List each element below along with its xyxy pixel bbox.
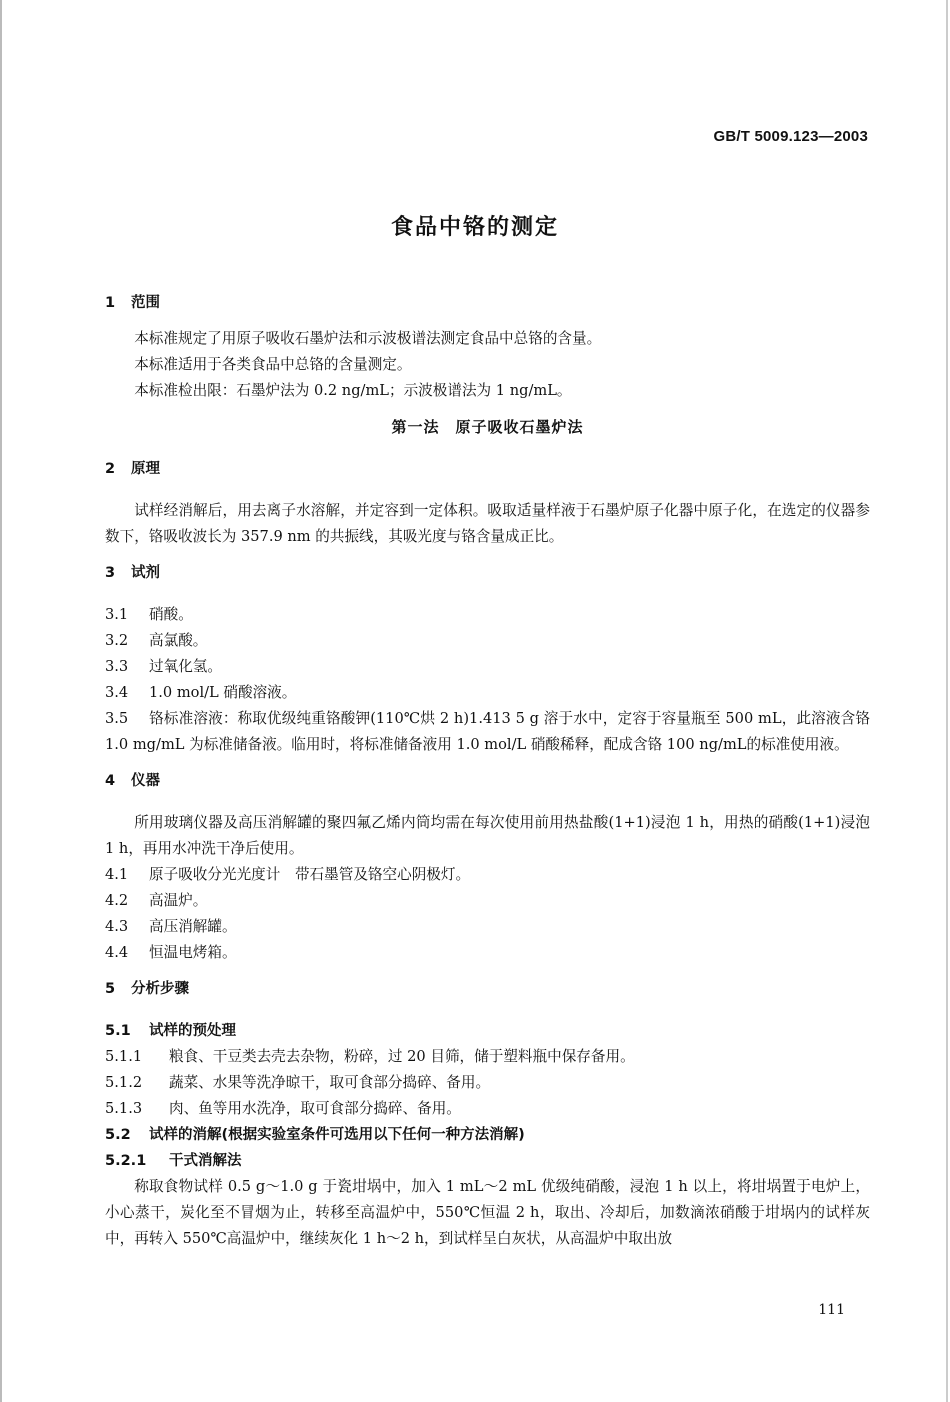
section-heading-reagents: 3 试剂 (105, 565, 160, 581)
list-item: 5.1.2 蔬菜、水果等洗净晾干，取可食部分捣碎、备用。 (105, 1074, 491, 1091)
subsection-heading: 5.2.1 干式消解法 (105, 1153, 242, 1169)
document-title: 食品中铬的测定 (390, 215, 559, 240)
method-heading: 第一法 原子吸收石墨炉法 (391, 418, 584, 436)
paragraph: 称取食物试样 0.5 g～1.0 g 于瓷坩埚中，加入 1 mL～2 mL 优级纯硝酸，浸泡 1 h 以上，将坩埚置于电炉上，小心蒸干，炭化至不冒烟为止，转移至高温炉中，550℃恒温 2 h，取出、冷却后，加数滴浓硝酸于坩埚内的试样灰中，再转入 550℃高温炉中，继续灰化 1 h～2 h，到试样呈白灰状，从高温炉中取出放 (105, 1178, 870, 1247)
paragraph: 所用玻璃仪器及高压消解罐的聚四氟乙烯内筒均需在每次使用前用热盐酸(1+1)浸泡 1 h，用热的硝酸(1+1)浸泡 1 h，再用水冲洗干净后使用。 (105, 814, 870, 857)
list-item: 4.1 原子吸收分光光度计 带石墨管及铬空心阴极灯。 (105, 866, 471, 883)
list-item: 3.5 铬标准溶液：称取优级纯重铬酸钾(110℃烘 2 h)1.413 5 g 溶于水中，定容于容量瓶至 500 mL，此溶液含铬 1.0 mg/mL 为标准储备液。临用时，将标准储备液用 1.0 mol/L 硝酸稀释，配成含铬 100 ng/mL的标准使用液。 (105, 710, 870, 753)
section-heading-instruments: 4 仪器 (105, 773, 160, 789)
standard-code: GB/T 5009.123—2003 (713, 128, 868, 145)
paragraph: 试样经消解后，用去离子水溶解，并定容到一定体积。吸取适量样液于石墨炉原子化器中原子化，在选定的仪器参数下，铬吸收波长为 357.9 nm 的共振线，其吸光度与铬含量成正比。 (105, 502, 870, 545)
list-item: 4.3 高压消解罐。 (105, 918, 237, 935)
page-number: 111 (818, 1302, 845, 1318)
section-heading-principle: 2 原理 (105, 461, 160, 477)
paragraph: 本标准规定了用原子吸收石墨炉法和示波极谱法测定食品中总铬的含量。 (134, 330, 602, 347)
paragraph: 本标准适用于各类食品中总铬的含量测定。 (134, 356, 412, 373)
section-heading-scope: 1 范围 (105, 295, 160, 311)
paragraph: 本标准检出限：石墨炉法为 0.2 ng/mL；示波极谱法为 1 ng/mL。 (134, 382, 572, 399)
subsection-heading: 5.2 试样的消解(根据实验室条件可选用以下任何一种方法消解) (105, 1127, 525, 1143)
subsection-heading: 5.1 试样的预处理 (105, 1023, 236, 1039)
list-item: 5.1.3 肉、鱼等用水洗净，取可食部分捣碎、备用。 (105, 1100, 461, 1117)
list-item: 3.2 高氯酸。 (105, 632, 208, 649)
list-item: 4.2 高温炉。 (105, 892, 208, 909)
list-item: 3.3 过氧化氢。 (105, 658, 222, 675)
list-item: 3.1 硝酸。 (105, 606, 193, 623)
section-heading-procedure: 5 分析步骤 (105, 981, 189, 997)
list-item: 5.1.1 粮食、干豆类去壳去杂物，粉碎，过 20 目筛，储于塑料瓶中保存备用。 (105, 1048, 635, 1065)
document-body (105, 290, 870, 1252)
list-item: 4.4 恒温电烤箱。 (105, 944, 237, 961)
list-item: 3.4 1.0 mol/L 硝酸溶液。 (105, 684, 297, 701)
